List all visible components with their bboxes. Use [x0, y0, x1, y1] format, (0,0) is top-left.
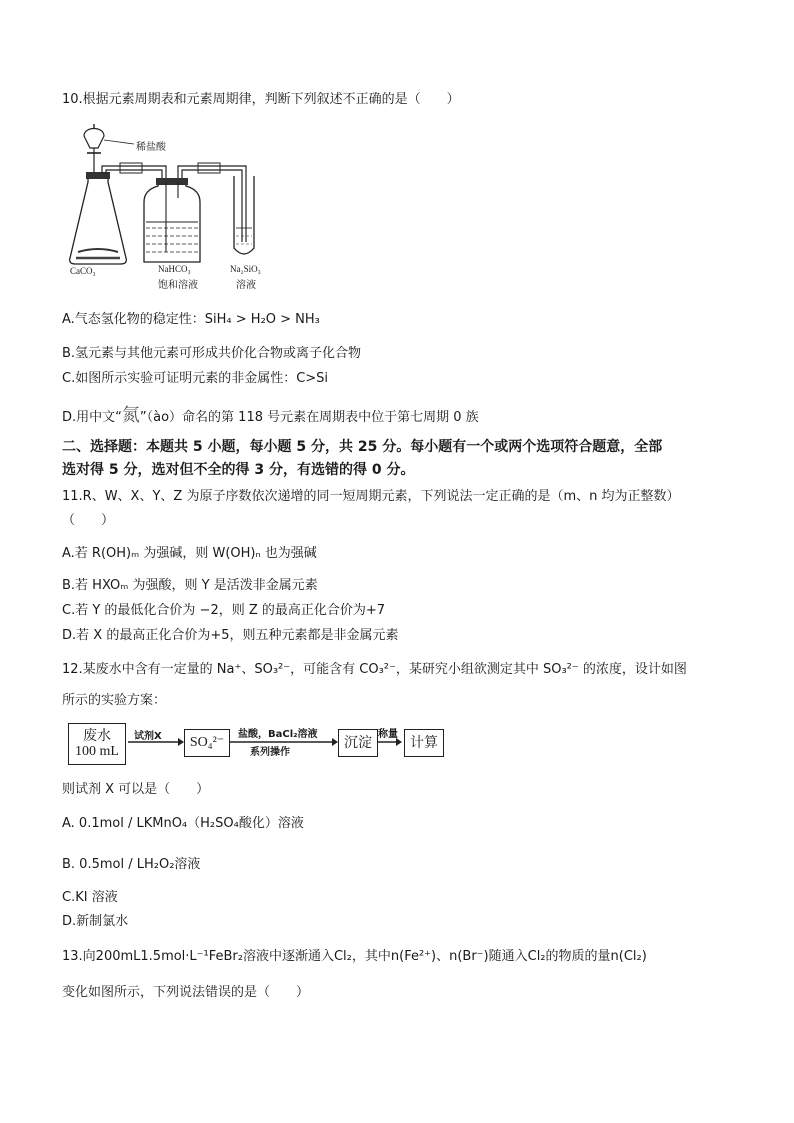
acid-label: 稀盐酸: [136, 142, 166, 153]
tube-label-2: 溶液: [236, 280, 256, 291]
q11-option-c: C.若 Y 的最低化合价为 −2，则 Z 的最高正化合价为+7: [62, 603, 386, 618]
flow-box-sulfate: SO₄²⁻: [184, 729, 230, 757]
q10-option-b: B.氢元素与其他元素可形成共价化合物或离子化合物: [62, 346, 362, 361]
flow-box-wastewater: 废水 100 mL: [68, 723, 126, 765]
q12-stem1: 12.某废水中含有一定量的 Na⁺、SO₃²⁻，可能含有 CO₃²⁻，某研究小组欲测定其中 SO₃²⁻ 的浓度，设计如图: [62, 662, 687, 677]
q12-question: 则试剂 X 可以是（ ）: [62, 782, 210, 797]
q10-option-a: A.气态氢化物的稳定性：SiH₄ > H₂O > NH₃: [62, 312, 320, 327]
flow-box-calculate: 计算: [404, 729, 444, 757]
q12-stem2: 所示的实验方案：: [62, 693, 167, 708]
flow-box-precipitate: 沉淀: [338, 729, 378, 757]
flow-arrow2-bottom: 系列操作: [250, 747, 290, 758]
element-og-character: 氮: [121, 405, 140, 426]
q12-option-c: C.KI 溶液: [62, 890, 118, 905]
q10-option-d: D.用中文“氮”（ào）命名的第 118 号元素在周期表中位于第七周期 0 族: [62, 405, 479, 426]
q11-option-b: B.若 HXOₘ 为强酸，则 Y 是活泼非金属元素: [62, 578, 318, 593]
flow-arrow3-label: 称量: [378, 729, 398, 740]
q12-option-d: D.新制氯水: [62, 914, 129, 929]
tube-label-1: Na₂SiO₃: [230, 264, 261, 274]
q11-stem1: 11.R、W、X、Y、Z 为原子序数依次递增的同一短周期元素，下列说法一定正确的是（m、n 均为正整数）: [62, 489, 680, 504]
bottle-label-2: 饱和溶液: [158, 280, 198, 291]
q12-option-b: B. 0.5mol / LH₂O₂溶液: [62, 857, 201, 872]
q13-stem1: 13.向200mL1.5mol·L⁻¹FeBr₂溶液中逐渐通入Cl₂，其中n(Fe²⁺)、n(Br⁻)随通入Cl₂的物质的量n(Cl₂): [62, 949, 647, 964]
q10-option-c: C.如图所示实验可证明元素的非金属性：C>Si: [62, 371, 329, 386]
q13-stem2: 变化如图所示，下列说法错误的是（ ）: [62, 985, 310, 1000]
flow-arrow2-top: 盐酸，BaCl₂溶液: [238, 729, 318, 740]
q11-option-a: A.若 R(OH)ₘ 为强碱，则 W(OH)ₙ 也为强碱: [62, 546, 317, 561]
q11-option-d: D.若 X 的最高正化合价为+5，则五种元素都是非金属元素: [62, 628, 399, 643]
section2-line1: 二、选择题：本题共 5 小题，每小题 5 分，共 25 分。每小题有一个或两个选项符合题意，全部: [62, 439, 663, 455]
q12-option-a: A. 0.1mol / LKMnO₄（H₂SO₄酸化）溶液: [62, 816, 304, 831]
flask-label: CaCO₃: [70, 266, 96, 276]
bottle-label-1: NaHCO₃: [158, 264, 191, 274]
flow-arrow1-label: 试剂X: [134, 731, 162, 742]
q11-stem2: （ ）: [62, 513, 115, 528]
q10-stem: 10.根据元素周期表和元素周期律，判断下列叙述不正确的是（ ）: [62, 92, 460, 107]
section2-line2: 选对得 5 分，选对但不全的得 3 分，有选错的得 0 分。: [62, 462, 415, 478]
